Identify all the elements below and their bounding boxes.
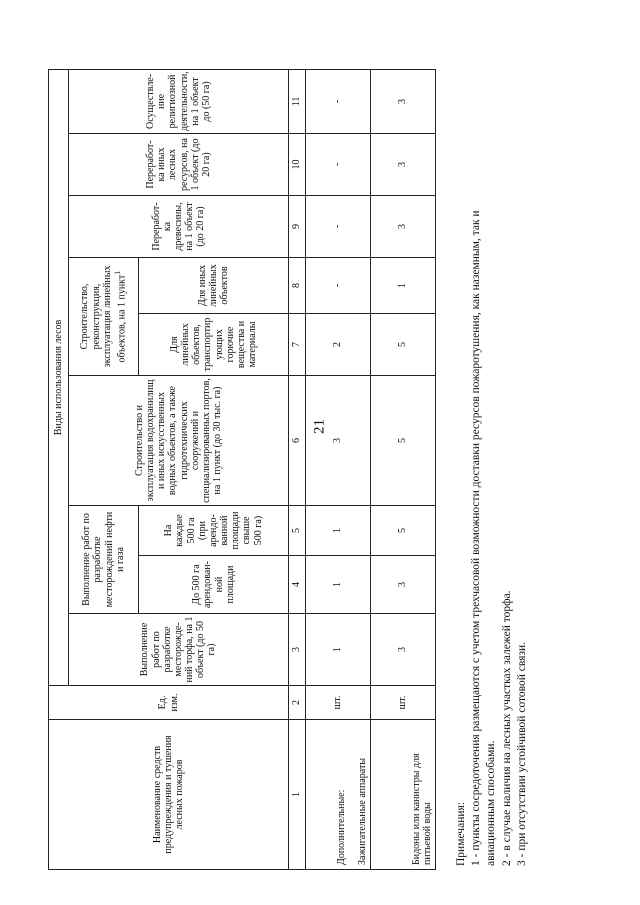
col-number: 8	[289, 258, 306, 314]
cell-value: 3	[371, 196, 436, 258]
header-unit: Ед. изм.	[49, 686, 289, 720]
cell-value: 5	[371, 376, 436, 506]
cell-value: 3	[371, 556, 436, 614]
row-unit: шт.	[371, 686, 436, 720]
cell-value: 3	[371, 69, 436, 133]
header-linear-b: Для иных линейных объектов	[139, 258, 289, 314]
cell-value: -	[306, 69, 371, 133]
header-other: Переработ-ка иных лесных ресурсов, на 1 объект (до 20 га)	[69, 134, 289, 196]
note-2: 2 - в случае наличия на лесных участках залежей торфа.	[500, 590, 513, 866]
cell-value: 3	[371, 134, 436, 196]
rotated-landscape-content	[48, 10, 578, 870]
cell-value: 1	[306, 614, 371, 686]
header-linear-a: Для линейных объектов, транспортир ующих горючие вещества и материалы	[139, 314, 289, 376]
header-linear-text: Строительство, реконструкция, эксплуатация линейных объектов, на 1 пункт	[79, 265, 128, 368]
cell-value: 5	[371, 314, 436, 376]
cell-value: -	[306, 134, 371, 196]
forest-fire-equipment-table	[48, 69, 436, 870]
cell-value: -	[306, 196, 371, 258]
col-number: 2	[289, 686, 306, 720]
header-water: Строительство и эксплуатация водохранилищ и иных искусственных водных объектов, а также гидротехнических сооружений и специализированных портов, на 1 пункт (до 30 тыс. га)	[69, 376, 289, 506]
header-oilgas-b: На каждые 500 га (при арендо-ванной площади свыше 500 га)	[139, 506, 289, 556]
cell-value: 1	[371, 258, 436, 314]
header-group-forest-use: Виды использования лесов	[49, 69, 69, 685]
row-name	[371, 720, 436, 870]
header-peat: Выполнение работ по разработке месторожде-ний торфа, на 1 объект (до 50 га)	[69, 614, 289, 686]
header-linear	[69, 258, 139, 376]
cell-value: 5	[371, 506, 436, 556]
col-number: 6	[289, 376, 306, 506]
col-number: 5	[289, 506, 306, 556]
row-name-line: Бидоны или канистры для питьевой воды	[410, 753, 433, 865]
table-row	[371, 69, 436, 869]
header-oilgas: Выполнение работ по разработке месторождений нефти и газа	[69, 506, 139, 614]
cell-value: -	[306, 258, 371, 314]
page-number: 21	[311, 419, 328, 434]
header-wood: Переработ-ка древесины, на 1 объект (до 20 га)	[69, 196, 289, 258]
col-number: 10	[289, 134, 306, 196]
col-number: 3	[289, 614, 306, 686]
cell-value: 1	[306, 506, 371, 556]
header-religion: Осуществле-ние религиозной деятельности, на 1 объект до (50 га)	[69, 69, 289, 133]
col-number: 11	[289, 69, 306, 133]
row-name-line: Дополнительные:	[335, 789, 347, 865]
header-name: Наименование средств предупреждения и тушения лесных пожаров	[49, 720, 289, 870]
footnote-mark: 1	[113, 270, 123, 275]
note-3: 3 - при отсутствии устойчивой сотовой связи.	[515, 641, 528, 866]
note-1-continued: авиационным способами.	[485, 740, 498, 866]
row-name	[306, 720, 371, 870]
notes-title: Примечания:	[455, 802, 467, 866]
col-number: 1	[289, 720, 306, 870]
row-unit: шт.	[306, 686, 371, 720]
cell-value: 2	[306, 314, 371, 376]
header-oilgas-a: До 500 га арендован-ной площади	[139, 556, 289, 614]
cell-value: 3	[306, 376, 371, 506]
col-number: 4	[289, 556, 306, 614]
note-1: 1 - пункты сосредоточения размещаются с учетом трехчасовой возможности доставки ресурсов пожаротушения, как наземным, так и	[470, 210, 483, 866]
table-row	[306, 69, 371, 869]
cell-value: 3	[371, 614, 436, 686]
cell-value: 1	[306, 556, 371, 614]
col-number: 7	[289, 314, 306, 376]
col-number: 9	[289, 196, 306, 258]
notes	[454, 66, 530, 866]
row-name-line: Зажигательные аппараты	[356, 757, 368, 865]
